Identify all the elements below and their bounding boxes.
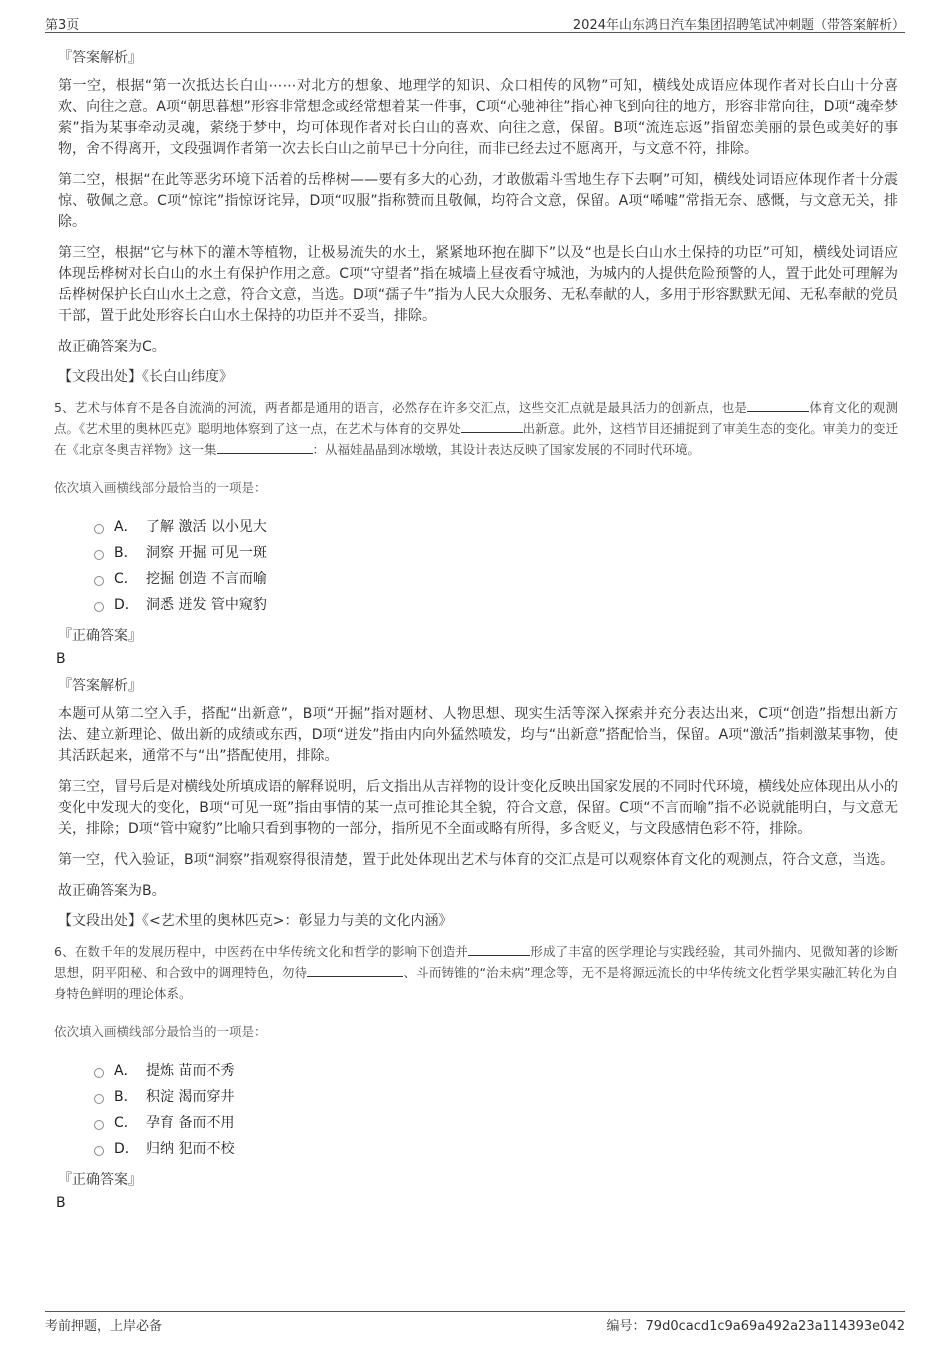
correct-answer: B xyxy=(56,651,66,667)
analysis-paragraph: 本题可从第二空入手，搭配“出新意”，B项“开掘”指对题材、人物思想、现实生活等深入探索并充分表达出来，C项“创造”指想出新方法、建立新理论、做出新的成绩或东西，D项“迸发”指由内向外猛然喷发，均与“出新意”搭配恰当，保留。A项“激活”指刺激某事物，使其活跃起来，通常不与“出”搭配使用，排除。 xyxy=(58,706,898,764)
option-a[interactable]: A． 提炼 苗而不秀 xyxy=(94,1058,898,1084)
option-a[interactable]: A． 了解 激活 以小见大 xyxy=(94,514,898,540)
fill-blank xyxy=(307,964,403,977)
page-number: 第3页 xyxy=(45,18,80,33)
fill-blank xyxy=(461,420,523,433)
question-5-text: 5、艺术与体育不是各自流淌的河流，两者都是通用的语言，必然存在许多交汇点，这些交汇点就是最具活力的创新点，也是 体育文化的观测点。《艺术里的奥林匹克》聪明地体察到了这一点，在艺术与体育的交界处 出新意。此外，这档节目还捕捉到了审美生态的变化。审美力的变迁在《北京冬奥吉祥物》这一集 ：从福娃晶晶到冰墩墩，其设计表达反映了国家发展的不同时代环境。 xyxy=(54,400,898,457)
question-prompt: 依次填入画横线部分最恰当的一项是： xyxy=(54,480,267,495)
radio-icon[interactable] xyxy=(94,1068,104,1078)
option-c[interactable]: C． 挖掘 创造 不言而喻 xyxy=(94,566,898,592)
radio-icon[interactable] xyxy=(94,524,104,534)
options-list xyxy=(94,1058,898,1162)
radio-icon[interactable] xyxy=(94,1146,104,1156)
source-citation: 【文段出处】《长白山纬度》 xyxy=(58,369,233,385)
correct-answer: B xyxy=(56,1195,66,1211)
answer-label: 『正确答案』 xyxy=(58,1172,142,1188)
document-body xyxy=(54,40,898,1216)
question-6-text: 6、在数千年的发展历程中，中医药在中华传统文化和哲学的影响下创造并 形成了丰富的医学理论与实践经验，其司外揣内、见微知著的诊断思想，阴平阳秘、和合致中的调理特色，勿待 、斗而铸锥的“治未病”理念等，无不是将源远流长的中华传统文化哲学果实融汇转化为自身特色鲜明的理论体系。 xyxy=(54,944,898,1001)
analysis-paragraph: 第三空，冒号后是对横线处所填成语的解释说明，后文指出从吉祥物的设计变化反映出国家发展的不同时代环境，横线处应体现出从小的变化中发现大的变化，B项“可见一斑”指由事情的某一点可推论其全貌，符合文意，保留。C项“不言而喻”指不必说就能明白，与文意无关，排除；D项“管中窥豹”比喻只看到事物的一部分，指所见不全面或略有所得，多含贬义，与文段感情色彩不符，排除。 xyxy=(58,779,898,837)
radio-icon[interactable] xyxy=(94,576,104,586)
analysis-label: 『答案解析』 xyxy=(58,50,142,66)
question-prompt: 依次填入画横线部分最恰当的一项是： xyxy=(54,1024,267,1039)
fill-blank xyxy=(217,441,313,454)
document-code: 编号：79d0cacd1c9a69a492a23a114393e042 xyxy=(606,1319,905,1334)
analysis-label: 『答案解析』 xyxy=(58,678,142,694)
fill-blank xyxy=(747,399,809,412)
question-number: 6、 xyxy=(54,944,75,959)
source-citation: 【文段出处】《<艺术里的奥林匹克>：彰显力与美的文化内涵》 xyxy=(58,913,453,929)
conclusion: 故正确答案为B。 xyxy=(58,883,166,899)
fill-blank xyxy=(468,943,530,956)
radio-icon[interactable] xyxy=(94,550,104,560)
question-number: 5、 xyxy=(54,400,75,415)
analysis-paragraph: 第三空，根据“它与林下的灌木等植物，让极易流失的水土，紧紧地环抱在脚下”以及“也是长白山水土保持的功臣”可知，横线处词语应体现岳桦树对长白山的水土有保护作用之意。C项“守望者”指在城墙上昼夜看守城池，为城内的人提供危险预警的人，置于此处可理解为岳桦树保护长白山水土之意，符合文意，当选。D项“孺子牛”指为人民大众服务、无私奉献的人，多用于形容默默无闻、无私奉献的党员干部，置于此处形容长白山水土保持的功臣并不妥当，排除。 xyxy=(58,245,898,324)
answer-label: 『正确答案』 xyxy=(58,628,142,644)
footer-motto: 考前押题，上岸必备 xyxy=(45,1319,163,1334)
option-d[interactable]: D． 洞悉 迸发 管中窥豹 xyxy=(94,592,898,618)
analysis-paragraph: 第二空，根据“在此等恶劣环境下活着的岳桦树——要有多大的心劲，才敢傲霜斗雪地生存下去啊”可知，横线处词语应体现作者十分震惊、敬佩之意。C项“惊诧”指惊讶诧异，D项“叹服”指称赞而且敬佩，均符合文意，保留。A项“唏嘘”常指无奈、感慨，与文意无关，排除。 xyxy=(58,172,898,230)
analysis-paragraph: 第一空，根据“第一次抵达长白山⋯⋯对北方的想象、地理学的知识、众口相传的风物”可知，横线处成语应体现作者对长白山十分喜欢、向往之意。A项“朝思暮想”形容非常想念或经常想着某一件事，C项“心驰神往”指心神飞到向往的地方，形容非常向往，D项“魂牵梦萦”指为某事牵动灵魂，萦绕于梦中，均可体现作者对长白山的喜欢、向往之意，保留。B项“流连忘返”指留恋美丽的景色或美好的事物，舍不得离开，文段强调作者第一次去长白山之前早已十分向往，而非已经去过不愿离开，与文意不符，排除。 xyxy=(58,78,898,157)
conclusion: 故正确答案为C。 xyxy=(58,339,166,355)
radio-icon[interactable] xyxy=(94,1094,104,1104)
radio-icon[interactable] xyxy=(94,602,104,612)
options-list xyxy=(94,514,898,618)
analysis-paragraph: 第一空，代入验证，B项“洞察”指观察得很清楚，置于此处体现出艺术与体育的交汇点是可以观察体育文化的观测点，符合文意，当选。 xyxy=(58,852,895,868)
option-c[interactable]: C． 孕育 备而不用 xyxy=(94,1110,898,1136)
option-d[interactable]: D． 归纳 犯而不校 xyxy=(94,1136,898,1162)
page-footer xyxy=(45,1311,905,1334)
radio-icon[interactable] xyxy=(94,1120,104,1130)
option-b[interactable]: B． 积淀 渴而穿井 xyxy=(94,1084,898,1110)
document-title: 2024年山东鸿日汽车集团招聘笔试冲刺题（带答案解析） xyxy=(572,18,905,33)
page-header xyxy=(45,12,905,33)
option-b[interactable]: B． 洞察 开掘 可见一斑 xyxy=(94,540,898,566)
